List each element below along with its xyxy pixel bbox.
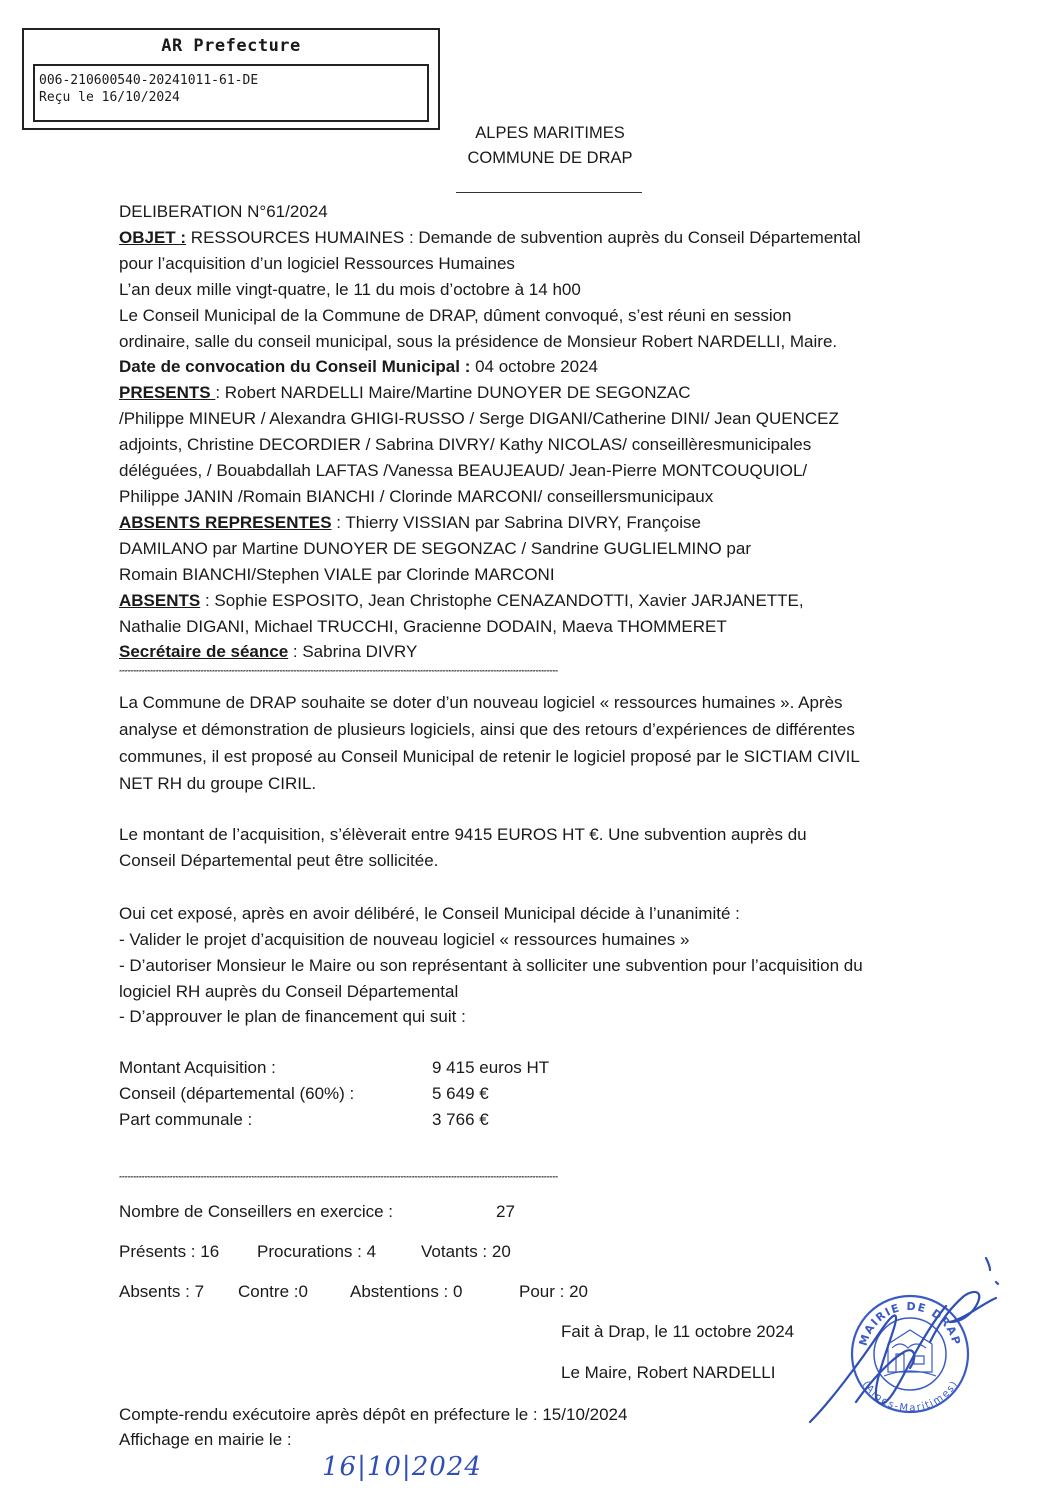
absents-representes-line-3: Romain BIANCHI/Stephen VIALE par Clorinde MARCONI [119, 565, 555, 584]
handwritten-signature [800, 1252, 1010, 1427]
stamp-details [33, 64, 429, 122]
financing-label: Part communale : [119, 1110, 253, 1129]
pour-count: Pour : 20 [519, 1282, 588, 1301]
body-p3-line-1: Oui cet exposé, après en avoir délibéré, le Conseil Municipal décide à l’unanimité : [119, 904, 740, 923]
intro-line-1: Le Conseil Municipal de la Commune de DRAP, dûment convoqué, s’est réuni en session [119, 306, 792, 325]
separator-stars: ************************************************************************************************************************************************************ [119, 1176, 558, 1182]
seal-bottom-text: (Alpes-Maritimes) [859, 1379, 961, 1415]
financing-value: 5 649 € [432, 1084, 489, 1103]
financing-value: 9 415 euros HT [432, 1058, 550, 1077]
affichage-label: Affichage en mairie le : [119, 1430, 292, 1449]
body-p1-line-3: communes, il est proposé au Conseil Municipal de retenir le logiciel proposé par le SICTIAM CIVIL [119, 747, 860, 766]
separator-stars: ************************************************************************************************************************************************************ [119, 670, 558, 676]
objet-text-1: RESSOURCES HUMAINES : Demande de subvention auprès du Conseil Départemental [186, 228, 861, 247]
absents-representes-label: ABSENTS REPRESENTES [119, 513, 332, 532]
conseillers-label: Nombre de Conseillers en exercice : [119, 1202, 394, 1221]
secretaire-line: Secrétaire de séance : Sabrina DIVRY [119, 642, 418, 661]
objet-line-1 [119, 228, 861, 248]
decision-item-1: - Valider le projet d’acquisition de nouveau logiciel « ressources humaines » [119, 930, 690, 949]
secretaire-label: Secrétaire de séance [119, 642, 289, 661]
convocation-date: 04 octobre 2024 [470, 357, 598, 376]
absents-line-1: ABSENTS : Sophie ESPOSITO, Jean Christophe CENAZANDOTTI, Xavier JARJANETTE, [119, 591, 804, 610]
stamp-reference: 006-210600540-20241011-61-DE [39, 73, 259, 88]
seal-top-text: MAIRIE DE DRAP [856, 1299, 964, 1348]
affichage-handwritten-date: 16|10|2024 [322, 1452, 482, 1482]
intro-line-2: ordinaire, salle du conseil municipal, sous la présidence de Monsieur Robert NARDELLI, Maire. [119, 332, 838, 351]
objet-label: OBJET : [119, 228, 187, 247]
deliberation-number: DELIBERATION N°61/2024 [119, 202, 328, 221]
presents-line-4: déléguées, / Bouabdallah LAFTAS /Vanessa BEAUJEAUD/ Jean-Pierre MONTCOUQUIOL/ [119, 461, 808, 480]
presents-count: Présents : 16 [119, 1242, 220, 1261]
body-p2-line-1: Le montant de l’acquisition, s’élèverait entre 9415 EUROS HT €. Une subvention auprès du [119, 825, 807, 844]
absents-representes-line-2: DAMILANO par Martine DUNOYER DE SEGONZAC / Sandrine GUGLIELMINO par [119, 539, 752, 558]
decision-item-2-cont: logiciel RH auprès du Conseil Départemental [119, 982, 459, 1001]
abstentions-count: Abstentions : 0 [350, 1282, 463, 1301]
header-divider [456, 192, 642, 193]
commune-heading: COMMUNE DE DRAP [467, 149, 633, 167]
presents-line-3: adjoints, Christine DECORDIER / Sabrina DIVRY/ Kathy NICOLAS/ conseillèresmunicipales [119, 435, 812, 454]
ar-prefecture-stamp [22, 28, 440, 130]
objet-line-2: pour l’acquisition d’un logiciel Ressources Humaines [119, 254, 515, 273]
votants-count: Votants : 20 [421, 1242, 511, 1261]
body-p1-line-4: NET RH du groupe CIRIL. [119, 774, 317, 793]
executoire-line: Compte-rendu exécutoire après dépôt en préfecture le : 15/10/2024 [119, 1405, 628, 1424]
contre-count: Contre :0 [238, 1282, 308, 1301]
stamp-received-date: Reçu le 16/10/2024 [39, 90, 180, 105]
presents-line-5: Philippe JANIN /Romain BIANCHI / Clorinde MARCONI/ conseillersmunicipaux [119, 487, 714, 506]
financing-label: Montant Acquisition : [119, 1058, 276, 1077]
stamp-title: AR Prefecture [161, 36, 301, 56]
decision-item-2: - D’autoriser Monsieur le Maire ou son représentant à solliciter une subvention pour l’acquisition du [119, 956, 863, 975]
financing-value: 3 766 € [432, 1110, 489, 1129]
body-p2-line-2: Conseil Départemental peut être sollicitée. [119, 851, 439, 870]
department-heading: ALPES MARITIMES [475, 124, 625, 142]
convocation-line [119, 357, 598, 377]
decision-item-3: - D’approuver le plan de financement qui suit : [119, 1007, 466, 1026]
presents-line-2: /Philippe MINEUR / Alexandra GHIGI-RUSSO / Serge DIGANI/Catherine DINI/ Jean QUENCEZ [119, 409, 839, 428]
presents-line-1: PRESENTS : Robert NARDELLI Maire/Martine DUNOYER DE SEGONZAC [119, 383, 691, 402]
maire-signatory: Le Maire, Robert NARDELLI [561, 1363, 776, 1382]
absents-label: ABSENTS [119, 591, 201, 610]
place-date: Fait à Drap, le 11 octobre 2024 [561, 1322, 795, 1341]
session-date-line: L’an deux mille vingt-quatre, le 11 du mois d’octobre à 14 h00 [119, 280, 581, 299]
body-p1-line-2: analyse et démonstration de plusieurs logiciels, ainsi que des retours d’expériences de différentes [119, 720, 855, 739]
body-p1-line-1: La Commune de DRAP souhaite se doter d’un nouveau logiciel « ressources humaines ». Après [119, 693, 843, 712]
absents-line-2: Nathalie DIGANI, Michael TRUCCHI, Gracienne DODAIN, Maeva THOMMERET [119, 617, 727, 636]
presents-label: PRESENTS [119, 383, 216, 402]
financing-label: Conseil (départemental (60%) : [119, 1084, 355, 1103]
convocation-label: Date de convocation du Conseil Municipal : [119, 357, 471, 376]
conseillers-value: 27 [496, 1202, 515, 1221]
absents-count: Absents : 7 [119, 1282, 205, 1301]
absents-representes-line-1: ABSENTS REPRESENTES : Thierry VISSIAN par Sabrina DIVRY, Françoise [119, 513, 701, 532]
procurations-count: Procurations : 4 [257, 1242, 377, 1261]
